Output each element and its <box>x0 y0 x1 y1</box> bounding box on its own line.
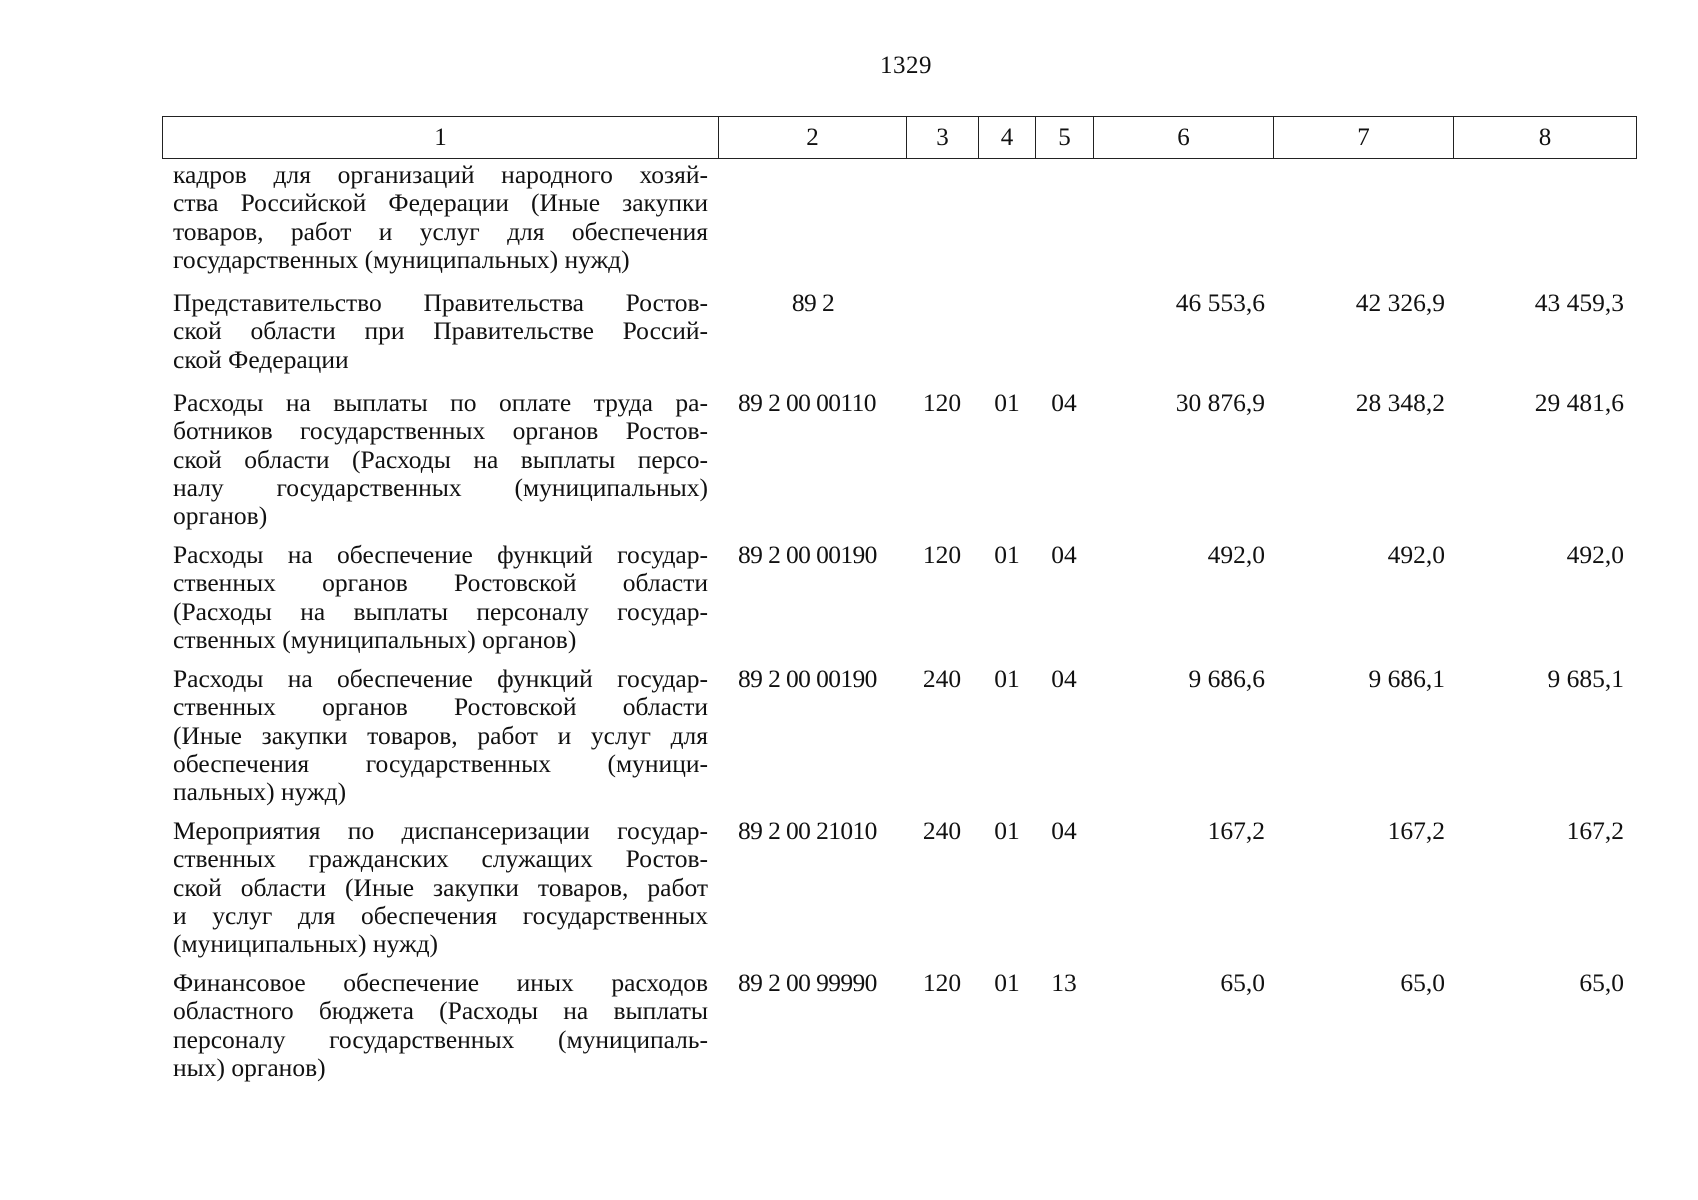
description-line: ственных органов Ростовской области <box>173 568 708 598</box>
description-line: (муниципальных) нужд) <box>173 929 439 959</box>
section-code: 01 <box>994 816 1020 845</box>
amount-col-8: 65,0 <box>1579 968 1624 997</box>
description-line: персоналу государственных (муниципаль- <box>173 1024 708 1054</box>
budget-code: 89 2 00 99990 <box>738 968 877 997</box>
column-header-4: 4 <box>979 117 1036 159</box>
amount-col-7: 28 348,2 <box>1355 388 1445 417</box>
description-line: Расходы на обеспечение функций государ- <box>173 540 708 569</box>
column-header-1: 1 <box>163 117 719 159</box>
subsection-code: 04 <box>1051 540 1077 569</box>
column-header-2: 2 <box>719 117 907 159</box>
amount-col-6: 9 686,6 <box>1188 664 1265 693</box>
description-line: Представительство Правительства Ростов- <box>173 288 708 317</box>
subsection-code: 04 <box>1051 664 1077 693</box>
subsection-code: 04 <box>1051 388 1077 417</box>
amount-col-7: 65,0 <box>1400 968 1445 997</box>
row-description <box>173 389 708 530</box>
amount-col-7: 42 326,9 <box>1355 288 1445 317</box>
amount-col-8: 43 459,3 <box>1534 288 1624 317</box>
description-line: Мероприятия по диспансеризации государ- <box>173 816 708 845</box>
amount-col-8: 29 481,6 <box>1534 388 1624 417</box>
description-line: и услуг для обеспечения государственных <box>173 900 708 930</box>
row-description <box>173 665 708 806</box>
expense-type-code: 240 <box>922 816 962 845</box>
amount-col-7: 492,0 <box>1387 540 1445 569</box>
description-line: товаров, работ и услуг для обеспечения <box>173 216 708 246</box>
description-line: органов) <box>173 501 268 531</box>
column-header-3: 3 <box>907 117 979 159</box>
amount-col-8: 492,0 <box>1566 540 1624 569</box>
description-line: государственных (муниципальных) нужд) <box>173 244 630 274</box>
amount-col-6: 167,2 <box>1207 816 1265 845</box>
description-line: Расходы на обеспечение функций государ- <box>173 664 708 693</box>
amount-col-7: 9 686,1 <box>1368 664 1445 693</box>
description-line: кадров для организаций народного хозяй- <box>173 160 708 189</box>
description-line: Расходы на выплаты по оплате труда ра- <box>173 388 708 417</box>
description-line: ской Федерации <box>173 344 349 374</box>
expense-type-code: 240 <box>922 664 962 693</box>
description-line: обеспечения государственных (муници- <box>173 748 708 778</box>
description-line: (Расходы на выплаты персоналу государ- <box>173 596 708 626</box>
subsection-code: 04 <box>1051 816 1077 845</box>
budget-code: 89 2 <box>791 288 835 317</box>
budget-code: 89 2 00 00190 <box>738 540 877 569</box>
row-description <box>173 969 708 1082</box>
amount-col-6: 492,0 <box>1207 540 1265 569</box>
description-line: областного бюджета (Расходы на выплаты <box>173 996 708 1026</box>
description-line: ской области (Иные закупки товаров, работ <box>173 872 708 902</box>
column-header-5: 5 <box>1036 117 1094 159</box>
amount-col-6: 30 876,9 <box>1175 388 1265 417</box>
row-description <box>173 817 708 958</box>
subsection-code: 13 <box>1051 968 1077 997</box>
description-line: ственных гражданских служащих Ростов- <box>173 844 708 874</box>
column-header-8: 8 <box>1454 117 1637 159</box>
description-line: ственных органов Ростовской области <box>173 692 708 722</box>
amount-col-6: 65,0 <box>1220 968 1265 997</box>
budget-code: 89 2 00 00190 <box>738 664 877 693</box>
page-number: 1329 <box>880 52 932 79</box>
description-line: ботников государственных органов Ростов- <box>173 416 708 446</box>
amount-col-8: 167,2 <box>1566 816 1624 845</box>
budget-code: 89 2 00 00110 <box>738 388 876 417</box>
expense-type-code: 120 <box>922 968 962 997</box>
amount-col-6: 46 553,6 <box>1175 288 1265 317</box>
row-description <box>173 289 708 374</box>
expense-type-code: 120 <box>922 540 962 569</box>
amount-col-7: 167,2 <box>1387 816 1445 845</box>
description-line: ства Российской Федерации (Иные закупки <box>173 188 708 218</box>
description-line: (Иные закупки товаров, работ и услуг для <box>173 720 708 750</box>
description-line: налу государственных (муниципальных) <box>173 472 708 502</box>
description-line: пальных) нужд) <box>173 777 347 807</box>
column-header-6: 6 <box>1094 117 1274 159</box>
expense-type-code: 120 <box>922 388 962 417</box>
section-code: 01 <box>994 664 1020 693</box>
column-header-7: 7 <box>1274 117 1454 159</box>
description-line: Финансовое обеспечение иных расходов <box>173 968 708 997</box>
section-code: 01 <box>994 540 1020 569</box>
description-line: ской области при Правительстве Россий- <box>173 316 708 346</box>
row-description <box>173 541 708 654</box>
row-description <box>173 161 708 274</box>
budget-code: 89 2 00 21010 <box>738 816 877 845</box>
section-code: 01 <box>994 968 1020 997</box>
description-line: ской области (Расходы на выплаты персо- <box>173 444 708 474</box>
section-code: 01 <box>994 388 1020 417</box>
amount-col-8: 9 685,1 <box>1547 664 1624 693</box>
description-line: ных) органов) <box>173 1052 326 1082</box>
description-line: ственных (муниципальных) органов) <box>173 624 577 654</box>
